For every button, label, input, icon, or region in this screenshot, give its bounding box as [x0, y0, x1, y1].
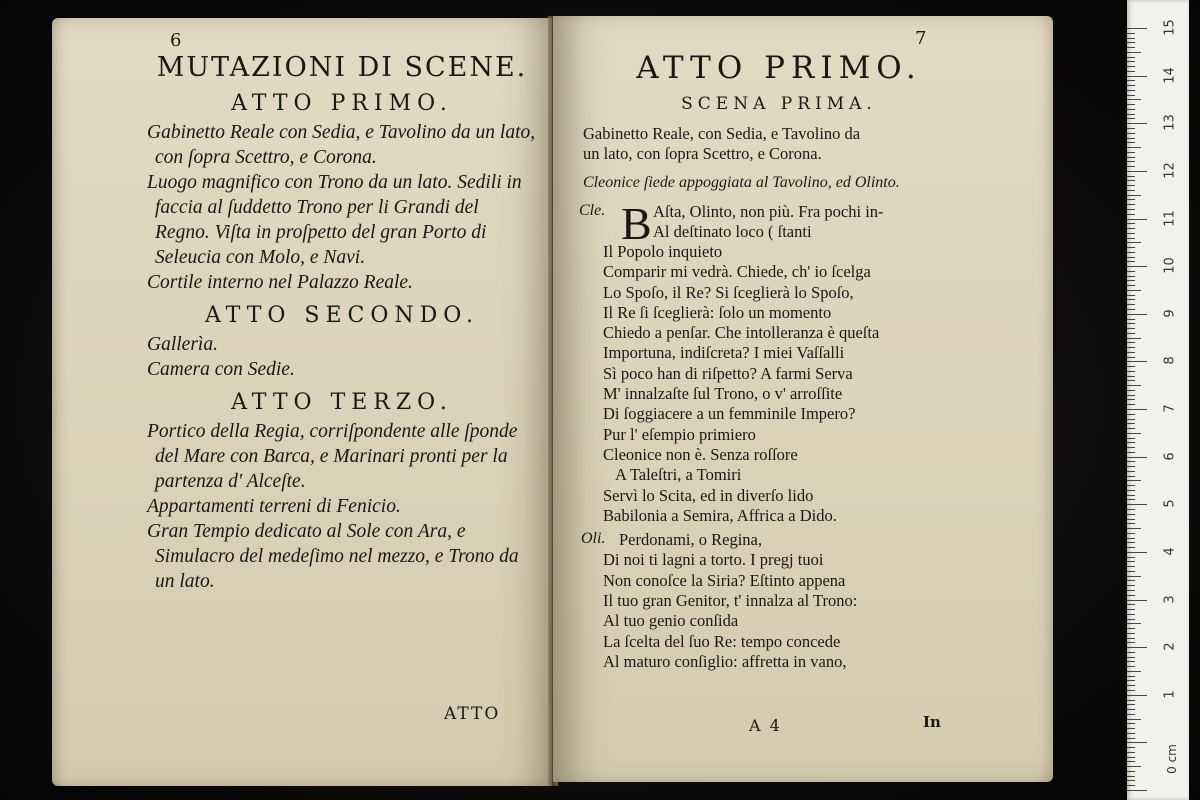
ruler-tick	[1127, 309, 1135, 310]
ruler-tick	[1127, 319, 1135, 320]
ruler-number: 14	[1162, 66, 1178, 84]
ruler-tick	[1127, 28, 1147, 29]
drop-capital: B	[621, 198, 652, 249]
ruler-tick	[1127, 704, 1135, 705]
ruler-tick	[1127, 409, 1147, 410]
ruler-tick	[1127, 733, 1135, 734]
scene-entry: Portico della Regia, corriſpondente alle ſponde del Mare con Barca, e Marinari pronti per la partenza d' Alceſte.	[147, 421, 518, 492]
ruler-tick	[1127, 628, 1135, 629]
ruler-tick	[1127, 114, 1135, 115]
ruler-tick	[1127, 333, 1135, 334]
ruler-tick	[1127, 147, 1141, 148]
ruler-tick	[1127, 480, 1141, 481]
ruler-tick	[1127, 785, 1135, 786]
ruler-tick	[1127, 747, 1135, 748]
ruler-tick	[1127, 180, 1135, 181]
ruler-tick	[1127, 304, 1135, 305]
verse-line: A Taleſtri, a Tomiri	[615, 465, 742, 485]
ruler-tick	[1127, 166, 1135, 167]
verse-line: Comparir mi vedrà. Chiede, ch' io ſcelga	[603, 262, 871, 282]
ruler-number: 3	[1162, 594, 1178, 604]
ruler-tick	[1127, 190, 1135, 191]
play-text	[579, 50, 979, 672]
speaker-label: Cle.	[579, 202, 606, 219]
ruler-tick	[1127, 700, 1135, 701]
ruler-number: 11	[1162, 209, 1178, 227]
scene-heading: SCENA PRIMA.	[681, 94, 877, 114]
ruler-tick	[1127, 471, 1135, 472]
ruler-tick	[1127, 538, 1135, 539]
ruler-tick	[1127, 495, 1135, 496]
scene-changes-list	[147, 52, 537, 594]
ruler-tick	[1127, 118, 1135, 119]
ruler-tick	[1127, 690, 1135, 691]
ruler-number: 4	[1162, 547, 1178, 556]
ruler-tick	[1127, 414, 1135, 415]
verse-line: Cleonice non è. Senza roſſore	[603, 444, 798, 464]
ruler-number: 5	[1162, 499, 1178, 508]
ruler-tick	[1127, 519, 1135, 520]
ruler-unit-label: 0 cm	[1164, 744, 1179, 774]
ruler-tick	[1127, 361, 1147, 362]
ruler-tick	[1127, 390, 1135, 391]
ruler-tick	[1127, 228, 1135, 229]
act-heading: ATTO PRIMO.	[231, 91, 453, 116]
ruler-tick	[1127, 276, 1135, 277]
ruler-tick	[1127, 590, 1135, 591]
ruler-tick	[1127, 257, 1135, 258]
ruler-tick	[1127, 466, 1135, 467]
ruler-tick	[1127, 504, 1147, 505]
right-page-number: 7	[915, 28, 927, 49]
ruler-tick	[1127, 95, 1135, 96]
verse-line: Il tuo gran Genitor, t' innalza al Trono:	[603, 591, 858, 611]
ruler-tick	[1127, 571, 1135, 572]
verse-line: Non conoſce la Siria? Eſtinto appena	[603, 570, 846, 590]
ruler-tick	[1127, 47, 1135, 48]
ruler-tick	[1127, 557, 1135, 558]
ruler-tick	[1127, 723, 1135, 724]
act-heading: ATTO TERZO.	[231, 390, 453, 415]
ruler-tick	[1127, 614, 1135, 615]
ruler-tick	[1127, 499, 1135, 500]
ruler-tick	[1127, 109, 1135, 110]
ruler-tick	[1127, 395, 1135, 396]
ruler-tick	[1127, 80, 1135, 81]
ruler-tick	[1127, 766, 1141, 767]
verse-line: Aſta, Olinto, non più. Fra pochi in-	[653, 202, 884, 221]
ruler-tick	[1127, 652, 1135, 653]
ruler-number: 13	[1162, 114, 1178, 132]
scene-entry: Gran Tempio dedicato al Sole con Ara, e Simulacro del medeſimo nel mezzo, e Trono da un lato.	[147, 521, 519, 592]
ruler-tick	[1127, 385, 1141, 386]
ruler-tick	[1127, 252, 1135, 253]
ruler-tick	[1127, 33, 1135, 34]
ruler-tick	[1127, 295, 1135, 296]
ruler-tick	[1127, 595, 1135, 596]
ruler-tick	[1127, 204, 1135, 205]
verse-line: Pur l' eſempio primiero	[603, 424, 756, 444]
ruler-tick	[1127, 266, 1147, 267]
ruler-tick	[1127, 657, 1135, 658]
ruler-tick	[1127, 561, 1135, 562]
act-heading: ATTO SECONDO.	[204, 303, 480, 328]
ruler-tick	[1127, 790, 1147, 791]
ruler-tick	[1127, 709, 1135, 710]
verse-line: Al tuo genio conſida	[603, 611, 739, 631]
ruler-tick	[1127, 638, 1135, 639]
ruler-number: 12	[1162, 162, 1178, 179]
olinto-speech	[579, 530, 979, 672]
verse-line: Al maturo conſiglio: affretta in vano,	[603, 651, 847, 671]
ruler-tick	[1127, 457, 1147, 458]
ruler-tick	[1127, 476, 1135, 477]
ruler-tick	[1127, 280, 1135, 281]
cleonice-speech	[579, 198, 979, 526]
ruler-tick	[1127, 676, 1135, 677]
ruler-tick	[1127, 633, 1135, 634]
ruler-tick	[1127, 104, 1135, 105]
ruler-tick	[1127, 661, 1135, 662]
ruler-tick	[1127, 238, 1135, 239]
verse-line: Di noi ti lagni a torto. I pregj tuoi	[603, 550, 824, 570]
ruler-tick	[1127, 514, 1135, 515]
scene-entry: Camera con Sedie.	[147, 359, 295, 380]
ruler-tick	[1127, 233, 1135, 234]
ruler-tick	[1127, 585, 1135, 586]
verse-line: Sì poco han di riſpetto? A farmi Serva	[603, 363, 853, 383]
ruler-tick	[1127, 85, 1135, 86]
left-page-title: MUTAZIONI DI SCENE.	[156, 52, 528, 83]
ruler-tick	[1127, 566, 1135, 567]
act-3-scenes	[147, 419, 537, 594]
ruler-tick	[1127, 666, 1135, 667]
ruler-tick	[1127, 61, 1135, 62]
ruler-tick	[1127, 38, 1135, 39]
ruler-tick	[1127, 728, 1135, 729]
ruler-tick	[1127, 347, 1135, 348]
ruler-tick	[1127, 604, 1135, 605]
ruler-tick	[1127, 299, 1135, 300]
ruler-tick	[1127, 642, 1135, 643]
ruler-tick	[1127, 42, 1135, 43]
ruler-tick	[1127, 199, 1135, 200]
ruler-tick	[1127, 509, 1135, 510]
ruler-tick	[1127, 523, 1135, 524]
ruler-number: 7	[1162, 404, 1178, 413]
ruler-tick	[1127, 580, 1135, 581]
ruler-tick	[1127, 776, 1135, 777]
measuring-ruler	[1127, 0, 1189, 800]
scene-entry: Luogo magnifico con Trono da un lato. Sedili in faccia al ſuddetto Trono per li Grandi del Regno. Viſta in proſpetto del gran Porto di Seleucia con Molo, e Navi.	[147, 172, 522, 268]
ruler-tick	[1127, 447, 1135, 448]
ruler-tick	[1127, 171, 1147, 172]
ruler-tick	[1127, 533, 1135, 534]
ruler-tick	[1127, 242, 1141, 243]
ruler-tick	[1127, 742, 1147, 743]
ruler-tick	[1127, 714, 1135, 715]
ruler-tick	[1127, 680, 1135, 681]
ruler-tick	[1127, 290, 1141, 291]
ruler-tick	[1127, 247, 1135, 248]
ruler-tick	[1127, 695, 1147, 696]
verse-line: Chiedo a penſar. Che intolleranza è queſta	[603, 323, 880, 343]
set-description-line: un lato, con ſopra Scettro, e Corona.	[583, 144, 822, 163]
ruler-tick	[1127, 366, 1135, 367]
ruler-tick	[1127, 261, 1135, 262]
left-catchword: ATTO	[444, 704, 501, 724]
ruler-tick	[1127, 376, 1135, 377]
ruler-tick	[1127, 123, 1147, 124]
ruler-tick	[1127, 133, 1135, 134]
ruler-tick	[1127, 490, 1135, 491]
ruler-tick	[1127, 328, 1135, 329]
ruler-tick	[1127, 142, 1135, 143]
ruler-number: 8	[1162, 356, 1178, 366]
right-catchword: In	[923, 713, 941, 731]
scene-entry: Gallerìa.	[147, 334, 218, 355]
ruler-tick	[1127, 685, 1135, 686]
ruler-tick	[1127, 338, 1141, 339]
ruler-number: 9	[1162, 309, 1178, 318]
ruler-tick	[1127, 57, 1135, 58]
ruler-tick	[1127, 138, 1135, 139]
ruler-tick	[1127, 314, 1147, 315]
ruler-tick	[1127, 157, 1135, 158]
signature-mark: A 4	[749, 716, 782, 735]
ruler-tick	[1127, 623, 1141, 624]
ruler-tick	[1127, 771, 1135, 772]
ruler-tick	[1127, 761, 1135, 762]
ruler-tick	[1127, 671, 1141, 672]
verse-line: Il Re ſi ſceglierà: ſolo un momento	[603, 302, 832, 322]
scene-entry: Cortile interno nel Palazzo Reale.	[147, 272, 413, 293]
ruler-tick	[1127, 128, 1135, 129]
ruler-tick	[1127, 323, 1135, 324]
scene-entry: Gabinetto Reale con Sedia, e Tavolino da un lato, con ſopra Scettro, e Corona.	[147, 122, 536, 168]
ruler-tick	[1127, 176, 1135, 177]
verse-line: Lo Spoſo, il Re? Si ſceglierà lo Spoſo,	[603, 282, 854, 302]
verse-line: Servì lo Scita, ed in diverſo lido	[603, 485, 814, 505]
scene-entry: Appartamenti terreni di Fenicio.	[147, 496, 401, 517]
left-page-number: 6	[170, 30, 182, 51]
ruler-tick	[1127, 576, 1141, 577]
ruler-tick	[1127, 357, 1135, 358]
ruler-tick	[1127, 485, 1135, 486]
ruler-tick	[1127, 552, 1147, 553]
ruler-tick	[1127, 71, 1135, 72]
ruler-tick	[1127, 423, 1135, 424]
ruler-number: 10	[1162, 257, 1178, 274]
act-2-scenes	[147, 332, 537, 382]
ruler-tick	[1127, 433, 1141, 434]
ruler-tick	[1127, 647, 1147, 648]
ruler-tick	[1127, 195, 1141, 196]
left-page	[52, 18, 552, 786]
ruler-number: 6	[1162, 451, 1178, 461]
ruler-tick	[1127, 438, 1135, 439]
verse-line: Di ſoggiacere a un femminile Impero?	[603, 404, 856, 424]
ruler-tick	[1127, 752, 1135, 753]
ruler-tick	[1127, 738, 1135, 739]
speaker-label: Oli.	[581, 530, 606, 548]
ruler-tick	[1127, 757, 1135, 758]
ruler-tick	[1127, 719, 1141, 720]
ruler-tick	[1127, 209, 1135, 210]
ruler-tick	[1127, 66, 1135, 67]
ruler-tick	[1127, 780, 1135, 781]
ruler-tick	[1127, 76, 1147, 77]
ruler-tick	[1127, 185, 1135, 186]
verse-line: Babilonia a Semira, Affrica a Dido.	[603, 505, 837, 525]
ruler-tick	[1127, 452, 1135, 453]
verse-line: Perdonami, o Regina,	[619, 530, 762, 550]
ruler-tick	[1127, 461, 1135, 462]
ruler-tick	[1127, 219, 1147, 220]
ruler-tick	[1127, 428, 1135, 429]
ruler-tick	[1127, 342, 1135, 343]
ruler-tick	[1127, 600, 1147, 601]
ruler-tick	[1127, 90, 1135, 91]
ruler-tick	[1127, 161, 1135, 162]
ruler-tick	[1127, 442, 1135, 443]
ruler-tick	[1127, 52, 1141, 53]
act-title: ATTO PRIMO.	[636, 50, 922, 86]
verse-line: Importuna, indiſcreta? I miei Vaſſalli	[603, 343, 845, 363]
ruler-tick	[1127, 271, 1135, 272]
verse-line: M' innalzaſte ſul Trono, o v' arroſſite	[603, 384, 843, 404]
ruler-tick	[1127, 528, 1141, 529]
verse-line: Al deſtinato loco ( ſtanti	[653, 222, 812, 241]
ruler-tick	[1127, 99, 1141, 100]
ruler-tick	[1127, 285, 1135, 286]
ruler-tick	[1127, 404, 1135, 405]
ruler-tick	[1127, 419, 1135, 420]
ruler-tick	[1127, 223, 1135, 224]
ruler-tick	[1127, 542, 1135, 543]
ruler-tick	[1127, 152, 1135, 153]
verse-line: La ſcelta del ſuo Re: tempo concede	[603, 631, 841, 651]
ruler-tick	[1127, 352, 1135, 353]
ruler-tick	[1127, 371, 1135, 372]
ruler-tick	[1127, 547, 1135, 548]
ruler-number: 2	[1162, 642, 1178, 651]
act-1-scenes	[147, 120, 537, 295]
verse-line: Il Popolo inquieto	[603, 242, 723, 261]
ruler-number: 1	[1162, 690, 1178, 699]
ruler-tick	[1127, 214, 1135, 215]
ruler-tick	[1127, 399, 1135, 400]
set-description-line: Gabinetto Reale, con Sedia, e Tavolino da	[583, 124, 861, 143]
ruler-tick	[1127, 380, 1135, 381]
ruler-number: 15	[1162, 19, 1178, 36]
stage-direction: Cleonice ſiede appoggiata al Tavolino, ed Olinto.	[583, 174, 900, 191]
right-page	[553, 16, 1053, 782]
ruler-tick	[1127, 609, 1135, 610]
ruler-tick	[1127, 619, 1135, 620]
